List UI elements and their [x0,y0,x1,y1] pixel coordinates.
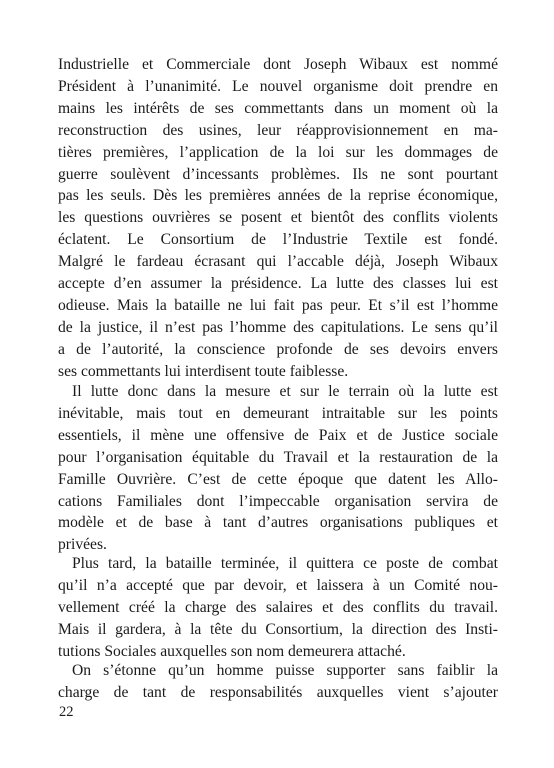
text-line: Il lutte donc dans la mesure et sur le terrain où la lutte est [72,383,498,400]
text-line: modèle et de base à tant d’autres organisations publiques et [58,514,498,532]
text-line: Plus tard, la bataille terminée, il quittera ce poste de combat [72,555,498,572]
text-line: pas les seuls. Dès les premières années de la reprise économique, [58,187,498,205]
text-line: pour l’organisation équitable du Travail et la restauration de la [58,448,498,466]
text-line: tutions Sociales auxquelles son nom demeurera attaché. [58,642,406,660]
text-line: Malgré le fardeau écrasant qui l’accable déjà, Joseph Wibaux [58,253,498,271]
text-line: inévitable, mais tout en demeurant intraitable sur les points [58,404,498,422]
page-number: 22 [59,704,74,720]
text-line: vellement créé la charge des salaires et des conflits du travail. [58,598,498,616]
paragraph-4 [58,660,498,704]
paragraph-2 [58,381,498,556]
text-line: privées. [58,536,107,554]
text-line: essentiels, il mène une offensive de Paix et de Justice sociale [58,426,498,444]
text-line: odieuse. Mais la bataille ne lui fait pas peur. Et s’il est l’homme [58,296,498,314]
text-line: charge de tant de responsabilités auxquelles vient s’ajouter [58,683,498,701]
text-line: accepte d’en assumer la présidence. La lutte des classes lui est [58,275,498,293]
text-line: tières premières, l’application de la loi sur les dommages de [58,143,498,161]
text-line: guerre soulèvent d’incessants problèmes. Ils ne sont pourtant [58,165,498,183]
text-line: mains les intérêts de ses commettants dans un moment où la [58,99,498,117]
text-line: ses commettants lui interdisent toute faiblesse. [58,362,349,380]
text-line: les questions ouvrières se posent et bientôt des conflits violents [58,209,498,227]
paragraph-1 [58,54,498,383]
text-line: reconstruction des usines, leur réapprovisionnement en ma- [58,121,498,139]
text-line: Famille Ouvrière. C’est de cette époque que datent les Allo- [58,470,498,488]
text-line: a de l’autorité, la conscience profonde de ses devoirs envers [58,340,498,358]
text-line: cations Familiales dont l’impeccable organisation servira de [58,492,498,510]
paragraph-3 [58,553,498,663]
text-line: Président à l’unanimité. Le nouvel organisme doit prendre en [58,77,498,95]
text-line: Industrielle et Commerciale dont Joseph Wibaux est nommé [58,56,498,73]
text-line: qu’il n’a accepté que par devoir, et laissera à un Comité nou- [58,576,498,594]
text-line: On s’étonne qu’un homme puisse supporter sans faiblir la [72,662,498,679]
text-line: Mais il gardera, à la tête du Consortium, la direction des Insti- [58,620,498,638]
text-line: éclatent. Le Consortium de l’Industrie Textile est fondé. [58,231,498,249]
text-line: de la justice, il n’est pas l’homme des capitulations. Le sens qu’il [58,318,498,336]
